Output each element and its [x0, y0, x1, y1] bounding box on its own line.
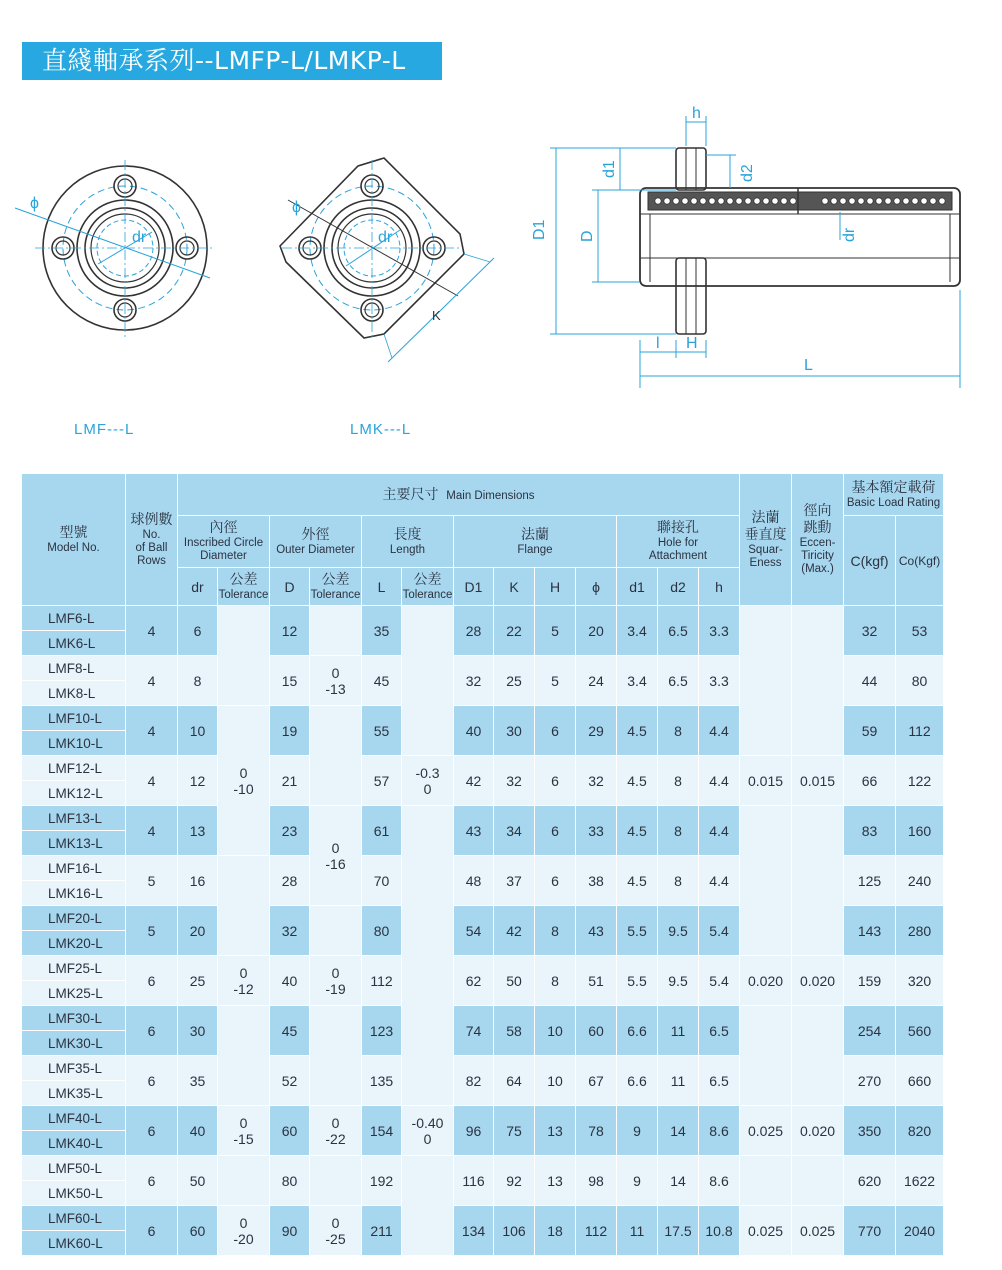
phi-value: 51 [576, 956, 617, 1006]
model-lmf: LMF16-L [22, 856, 126, 881]
d2-value: 8 [658, 756, 699, 806]
dr-value: 6 [178, 606, 218, 656]
header-dr: dr [178, 568, 218, 606]
model-lmk: LMK60-L [22, 1231, 126, 1256]
header-eccentricity: 徑向 跳動 Eccen- Tiricity (Max.) [792, 474, 844, 606]
table-row [22, 756, 995, 781]
K-value: 92 [494, 1156, 535, 1206]
d2-value: 14 [658, 1106, 699, 1156]
K-value: 32 [494, 756, 535, 806]
K-value: 22 [494, 606, 535, 656]
L-value: 70 [362, 856, 402, 906]
lmk-front-view-drawing [268, 150, 508, 380]
L-value: 80 [362, 906, 402, 956]
K-value: 106 [494, 1206, 535, 1256]
page-title: 直綫軸承系列--LMFP-L/LMKP-L [22, 42, 442, 80]
lmk-dr-label: dr [378, 229, 393, 246]
D-tolerance [310, 1006, 362, 1106]
Co-value: 53 [896, 606, 944, 656]
Co-value: 122 [896, 756, 944, 806]
Co-value: 1622 [896, 1156, 944, 1206]
squareness: 0.015 [740, 756, 792, 806]
h-value: 4.4 [699, 706, 740, 756]
lmf-dr-label: dr [132, 229, 147, 246]
dr-tolerance: 0 -10 [218, 706, 270, 856]
header-D1: D1 [454, 568, 494, 606]
squareness [740, 1156, 792, 1206]
D1-value: 82 [454, 1056, 494, 1106]
D1-value: 32 [454, 656, 494, 706]
Co-value: 820 [896, 1106, 944, 1156]
phi-value: 98 [576, 1156, 617, 1206]
h-value: 3.3 [699, 656, 740, 706]
H-value: 10 [535, 1056, 576, 1106]
C-value: 125 [844, 856, 896, 906]
H-value: 18 [535, 1206, 576, 1256]
header-length: 長度 Length [362, 516, 454, 568]
ball-rows: 6 [126, 956, 178, 1006]
d2-value: 8 [658, 856, 699, 906]
D1-value: 62 [454, 956, 494, 1006]
header-C: C(kgf) [844, 516, 896, 606]
table-row [22, 706, 995, 731]
model-lmf: LMF8-L [22, 656, 126, 681]
L-value: 35 [362, 606, 402, 656]
header-phi: ϕ [576, 568, 617, 606]
phi-value: 29 [576, 706, 617, 756]
D-value: 52 [270, 1056, 310, 1106]
D1-value: 43 [454, 806, 494, 856]
ball-rows: 4 [126, 756, 178, 806]
model-lmk: LMK6-L [22, 631, 126, 656]
ball-rows: 5 [126, 906, 178, 956]
table-row [22, 1056, 995, 1081]
eccentricity: 0.025 [792, 1206, 844, 1256]
h-value: 8.6 [699, 1156, 740, 1206]
L-tolerance [402, 1156, 454, 1256]
model-lmk: LMK40-L [22, 1131, 126, 1156]
header-D: D [270, 568, 310, 606]
side-D1-label: D1 [531, 219, 548, 240]
dr-tolerance [218, 1156, 270, 1206]
K-value: 75 [494, 1106, 535, 1156]
Co-value: 160 [896, 806, 944, 856]
D-value: 23 [270, 806, 310, 856]
Co-value: 2040 [896, 1206, 944, 1256]
Co-value: 560 [896, 1006, 944, 1056]
C-value: 83 [844, 806, 896, 856]
dr-value: 30 [178, 1006, 218, 1056]
L-value: 55 [362, 706, 402, 756]
phi-value: 20 [576, 606, 617, 656]
eccentricity [792, 806, 844, 956]
model-lmf: LMF30-L [22, 1006, 126, 1031]
model-lmk: LMK30-L [22, 1031, 126, 1056]
D1-value: 96 [454, 1106, 494, 1156]
D-tolerance [310, 606, 362, 656]
L-value: 135 [362, 1056, 402, 1106]
D-value: 90 [270, 1206, 310, 1256]
C-value: 620 [844, 1156, 896, 1206]
d1-value: 9 [617, 1106, 658, 1156]
model-lmf: LMF10-L [22, 706, 126, 731]
C-value: 44 [844, 656, 896, 706]
d2-value: 9.5 [658, 906, 699, 956]
header-L-tolerance: 公差 Tolerance [402, 568, 454, 606]
model-lmf: LMF12-L [22, 756, 126, 781]
lmk-k-label: K [432, 308, 441, 323]
D-value: 28 [270, 856, 310, 906]
D1-value: 54 [454, 906, 494, 956]
eccentricity: 0.020 [792, 1106, 844, 1156]
D-value: 19 [270, 706, 310, 756]
phi-value: 78 [576, 1106, 617, 1156]
L-tolerance [402, 606, 454, 756]
table-row [22, 1006, 995, 1031]
Co-value: 280 [896, 906, 944, 956]
header-main-dimensions: 主要尺寸 Main Dimensions [178, 474, 740, 516]
eccentricity: 0.020 [792, 956, 844, 1006]
header-D-tolerance: 公差 Tolerance [310, 568, 362, 606]
table-row [22, 806, 995, 831]
header-attachment-hole: 聯接孔 Hole for Attachment [617, 516, 740, 568]
C-value: 350 [844, 1106, 896, 1156]
dr-value: 35 [178, 1056, 218, 1106]
table-row [22, 656, 995, 681]
model-lmf: LMF50-L [22, 1156, 126, 1181]
D-value: 12 [270, 606, 310, 656]
d1-value: 4.5 [617, 756, 658, 806]
K-value: 34 [494, 806, 535, 856]
h-value: 8.6 [699, 1106, 740, 1156]
side-l-label: l [656, 335, 660, 352]
ball-rows: 4 [126, 656, 178, 706]
squareness [740, 806, 792, 956]
table-row [22, 856, 995, 881]
phi-value: 60 [576, 1006, 617, 1056]
H-value: 5 [535, 606, 576, 656]
phi-value: 43 [576, 906, 617, 956]
lmf-figure-label: LMF---L [74, 421, 135, 438]
C-value: 770 [844, 1206, 896, 1256]
K-value: 25 [494, 656, 535, 706]
D1-value: 48 [454, 856, 494, 906]
side-dr-label: dr [841, 227, 858, 242]
d2-value: 9.5 [658, 956, 699, 1006]
dr-value: 40 [178, 1106, 218, 1156]
d1-value: 6.6 [617, 1006, 658, 1056]
side-H-label: H [686, 335, 698, 352]
model-lmf: LMF60-L [22, 1206, 126, 1231]
h-value: 6.5 [699, 1006, 740, 1056]
d1-value: 4.5 [617, 706, 658, 756]
K-value: 58 [494, 1006, 535, 1056]
d1-value: 6.6 [617, 1056, 658, 1106]
C-value: 66 [844, 756, 896, 806]
lmk-figure-label: LMK---L [350, 421, 412, 438]
squareness [740, 606, 792, 756]
phi-value: 38 [576, 856, 617, 906]
d1-value: 5.5 [617, 956, 658, 1006]
eccentricity [792, 606, 844, 756]
header-dr-tolerance: 公差 Tolerance [218, 568, 270, 606]
ball-rows: 5 [126, 856, 178, 906]
table-row [22, 1106, 995, 1131]
dr-value: 20 [178, 906, 218, 956]
h-value: 5.4 [699, 906, 740, 956]
header-inner-diameter: 內徑 Inscribed Circle Diameter [178, 516, 270, 568]
dr-tolerance [218, 1006, 270, 1106]
dr-value: 16 [178, 856, 218, 906]
K-value: 37 [494, 856, 535, 906]
squareness: 0.020 [740, 956, 792, 1006]
side-D-label: D [579, 230, 596, 242]
header-Co: Co(Kgf) [896, 516, 944, 606]
H-value: 8 [535, 956, 576, 1006]
eccentricity: 0.015 [792, 756, 844, 806]
L-tolerance: -0.40 0 [402, 1106, 454, 1156]
side-h-label: h [692, 105, 701, 122]
header-model: 型號 Model No. [22, 474, 126, 606]
side-L-label: L [804, 357, 813, 374]
D-value: 80 [270, 1156, 310, 1206]
lmk-phi-label: ϕ [292, 199, 301, 216]
C-value: 270 [844, 1056, 896, 1106]
K-value: 42 [494, 906, 535, 956]
L-value: 57 [362, 756, 402, 806]
model-lmf: LMF35-L [22, 1056, 126, 1081]
dr-tolerance: 0 -12 [218, 956, 270, 1006]
table-row [22, 956, 995, 981]
Co-value: 660 [896, 1056, 944, 1106]
dr-tolerance [218, 856, 270, 956]
dr-tolerance: 0 -20 [218, 1206, 270, 1256]
table-row [22, 1156, 995, 1181]
d1-value: 3.4 [617, 606, 658, 656]
header-d2: d2 [658, 568, 699, 606]
side-section-view-drawing [530, 100, 970, 400]
header-h: h [699, 568, 740, 606]
D-value: 40 [270, 956, 310, 1006]
model-lmf: LMF25-L [22, 956, 126, 981]
model-lmk: LMK35-L [22, 1081, 126, 1106]
D-tolerance [310, 906, 362, 956]
d1-value: 3.4 [617, 656, 658, 706]
model-lmk: LMK8-L [22, 681, 126, 706]
ball-rows: 6 [126, 1206, 178, 1256]
D1-value: 28 [454, 606, 494, 656]
header-flange: 法蘭 Flange [454, 516, 617, 568]
dr-value: 10 [178, 706, 218, 756]
L-tolerance [402, 806, 454, 1106]
d1-value: 4.5 [617, 856, 658, 906]
dr-value: 25 [178, 956, 218, 1006]
D-tolerance: 0 -13 [310, 656, 362, 706]
H-value: 10 [535, 1006, 576, 1056]
K-value: 30 [494, 706, 535, 756]
eccentricity [792, 1006, 844, 1106]
lmf-phi-label: ϕ [30, 195, 39, 212]
squareness: 0.025 [740, 1106, 792, 1156]
H-value: 6 [535, 756, 576, 806]
K-value: 50 [494, 956, 535, 1006]
D-value: 32 [270, 906, 310, 956]
side-d2-label: d2 [739, 164, 756, 182]
D-tolerance [310, 706, 362, 806]
L-value: 192 [362, 1156, 402, 1206]
table-row [22, 606, 995, 631]
d1-value: 9 [617, 1156, 658, 1206]
L-tolerance: -0.3 0 [402, 756, 454, 806]
C-value: 32 [844, 606, 896, 656]
model-lmk: LMK12-L [22, 781, 126, 806]
C-value: 159 [844, 956, 896, 1006]
table-body [22, 606, 995, 1256]
d2-value: 17.5 [658, 1206, 699, 1256]
phi-value: 32 [576, 756, 617, 806]
h-value: 4.4 [699, 856, 740, 906]
model-lmf: LMF13-L [22, 806, 126, 831]
C-value: 254 [844, 1006, 896, 1056]
D-tolerance: 0 -19 [310, 956, 362, 1006]
L-value: 154 [362, 1106, 402, 1156]
dr-value: 12 [178, 756, 218, 806]
header-ball-rows: 球例數 No. of Ball Rows [126, 474, 178, 606]
model-lmk: LMK50-L [22, 1181, 126, 1206]
model-lmk: LMK13-L [22, 831, 126, 856]
Co-value: 240 [896, 856, 944, 906]
ball-rows: 6 [126, 1156, 178, 1206]
D-value: 60 [270, 1106, 310, 1156]
L-value: 123 [362, 1006, 402, 1056]
header-d1: d1 [617, 568, 658, 606]
model-lmk: LMK20-L [22, 931, 126, 956]
H-value: 8 [535, 906, 576, 956]
d1-value: 11 [617, 1206, 658, 1256]
header-outer-diameter: 外徑 Outer Diameter [270, 516, 362, 568]
table-row [22, 1206, 995, 1231]
header-squareness: 法蘭 垂直度 Squar- Eness [740, 474, 792, 606]
eccentricity [792, 1156, 844, 1206]
model-lmk: LMK25-L [22, 981, 126, 1006]
ball-rows: 6 [126, 1006, 178, 1056]
phi-value: 67 [576, 1056, 617, 1106]
header-K: K [494, 568, 535, 606]
d1-value: 4.5 [617, 806, 658, 856]
dr-value: 13 [178, 806, 218, 856]
dr-value: 8 [178, 656, 218, 706]
phi-value: 33 [576, 806, 617, 856]
D1-value: 74 [454, 1006, 494, 1056]
h-value: 5.4 [699, 956, 740, 1006]
dr-tolerance: 0 -15 [218, 1106, 270, 1156]
H-value: 5 [535, 656, 576, 706]
ball-rows: 6 [126, 1106, 178, 1156]
L-value: 211 [362, 1206, 402, 1256]
header-L: L [362, 568, 402, 606]
D-value: 15 [270, 656, 310, 706]
dr-value: 60 [178, 1206, 218, 1256]
Co-value: 320 [896, 956, 944, 1006]
L-value: 45 [362, 656, 402, 706]
H-value: 13 [535, 1156, 576, 1206]
h-value: 3.3 [699, 606, 740, 656]
ball-rows: 4 [126, 706, 178, 756]
D1-value: 116 [454, 1156, 494, 1206]
side-d1-label: d1 [601, 160, 618, 178]
dr-value: 50 [178, 1156, 218, 1206]
D-tolerance: 0 -25 [310, 1206, 362, 1256]
model-lmk: LMK10-L [22, 731, 126, 756]
ball-rows: 4 [126, 806, 178, 856]
squareness: 0.025 [740, 1206, 792, 1256]
header-load-rating: 基本額定載荷 Basic Load Rating [844, 474, 944, 516]
h-value: 4.4 [699, 756, 740, 806]
phi-value: 24 [576, 656, 617, 706]
H-value: 6 [535, 706, 576, 756]
header-H: H [535, 568, 576, 606]
H-value: 6 [535, 806, 576, 856]
dr-tolerance [218, 606, 270, 706]
ball-rows: 4 [126, 606, 178, 656]
D-value: 45 [270, 1006, 310, 1056]
Co-value: 80 [896, 656, 944, 706]
d2-value: 8 [658, 706, 699, 756]
phi-value: 112 [576, 1206, 617, 1256]
D1-value: 42 [454, 756, 494, 806]
Co-value: 112 [896, 706, 944, 756]
D-tolerance [310, 1156, 362, 1206]
h-value: 6.5 [699, 1056, 740, 1106]
h-value: 10.8 [699, 1206, 740, 1256]
d2-value: 11 [658, 1056, 699, 1106]
C-value: 143 [844, 906, 896, 956]
d2-value: 14 [658, 1156, 699, 1206]
d2-value: 6.5 [658, 656, 699, 706]
h-value: 4.4 [699, 806, 740, 856]
lmf-front-view-drawing [10, 150, 230, 360]
D-value: 21 [270, 756, 310, 806]
D1-value: 40 [454, 706, 494, 756]
L-value: 112 [362, 956, 402, 1006]
H-value: 6 [535, 856, 576, 906]
ball-rows: 6 [126, 1056, 178, 1106]
squareness [740, 1006, 792, 1106]
D1-value: 134 [454, 1206, 494, 1256]
d2-value: 11 [658, 1006, 699, 1056]
C-value: 59 [844, 706, 896, 756]
model-lmf: LMF6-L [22, 606, 126, 631]
d1-value: 5.5 [617, 906, 658, 956]
d2-value: 6.5 [658, 606, 699, 656]
D-tolerance: 0 -16 [310, 806, 362, 906]
d2-value: 8 [658, 806, 699, 856]
model-lmk: LMK16-L [22, 881, 126, 906]
specification-table [21, 473, 995, 1256]
model-lmf: LMF20-L [22, 906, 126, 931]
H-value: 13 [535, 1106, 576, 1156]
K-value: 64 [494, 1056, 535, 1106]
D-tolerance: 0 -22 [310, 1106, 362, 1156]
L-value: 61 [362, 806, 402, 856]
model-lmf: LMF40-L [22, 1106, 126, 1131]
table-row [22, 906, 995, 931]
